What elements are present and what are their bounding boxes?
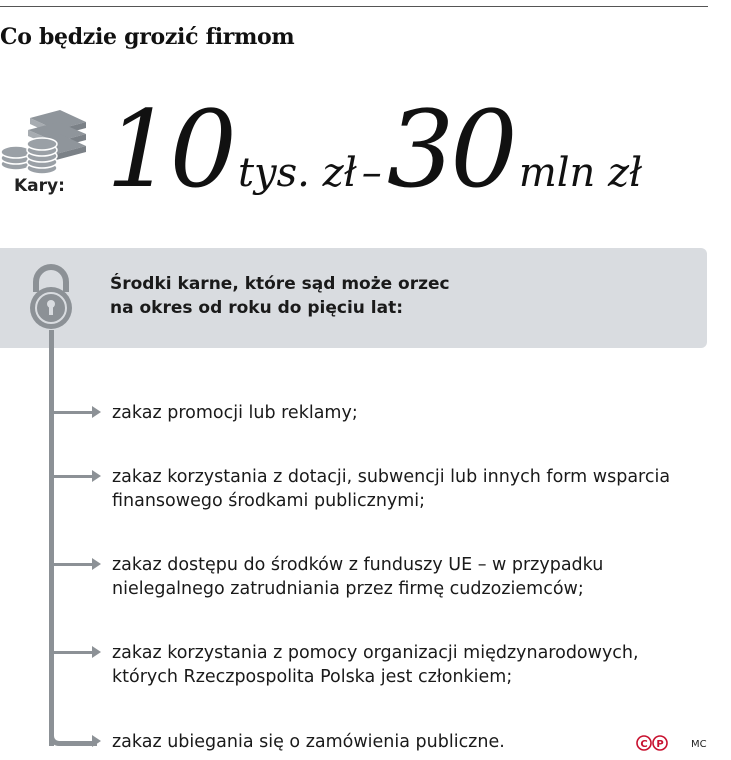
arrow-right-icon (92, 646, 101, 658)
list-item (112, 553, 603, 601)
logo-letter-p: P (656, 739, 664, 750)
list-item (112, 465, 670, 513)
fine-max-value: 30 (386, 88, 514, 211)
fine-range (106, 88, 642, 213)
arrow-right-icon (92, 735, 101, 747)
connector-branch (54, 411, 92, 414)
list-item-line2: finansowego środkami publicznymi; (112, 491, 426, 511)
list-item-line1: zakaz korzystania z dotacji, subwencji lub innych form wsparcia (112, 467, 671, 487)
author-initials: MC (691, 739, 707, 750)
list-item (112, 641, 639, 689)
fine-min-value: 10 (106, 88, 233, 211)
list-item-line1: zakaz ubiegania się o zamówienia publiczne. (112, 732, 505, 752)
arrow-right-icon (92, 558, 101, 570)
top-divider (0, 6, 708, 7)
sanctions-heading-line2: na okres od roku do pięciu lat: (110, 298, 404, 318)
connector-branch (54, 563, 92, 566)
arrow-right-icon (92, 470, 101, 482)
connector-end (49, 728, 97, 746)
logo-letter-c: C (640, 739, 648, 750)
list-item-line2: nielegalnego zatrudniania przez firmę cudzoziemców; (112, 579, 584, 599)
connector-branch (54, 475, 92, 478)
fines-label: Kary: (14, 176, 65, 196)
list-item-line2: których Rzeczpospolita Polska jest członkiem; (112, 667, 513, 687)
connector-line (49, 330, 54, 746)
list-item-line1: zakaz promocji lub reklamy; (112, 403, 358, 423)
fine-max-unit: mln zł (518, 150, 643, 196)
arrow-right-icon (92, 406, 101, 418)
money-stack-icon (0, 108, 88, 178)
sanctions-heading-line1: Środki karne, które sąd może orzec (110, 274, 450, 294)
list-item (112, 401, 358, 425)
connector-branch (54, 651, 92, 654)
fine-range-separator: – (361, 150, 382, 196)
page-title: Co będzie grozić firmom (0, 24, 295, 50)
list-item-line1: zakaz korzystania z pomocy organizacji międzynarodowych, (112, 643, 639, 663)
list-item (112, 730, 505, 754)
list-item-line1: zakaz dostępu do środków z funduszy UE – w przypadku (112, 555, 604, 575)
publisher-logo (636, 735, 668, 751)
sanctions-heading (110, 272, 450, 320)
fine-min-unit: tys. zł (237, 150, 357, 196)
padlock-icon (26, 262, 76, 334)
